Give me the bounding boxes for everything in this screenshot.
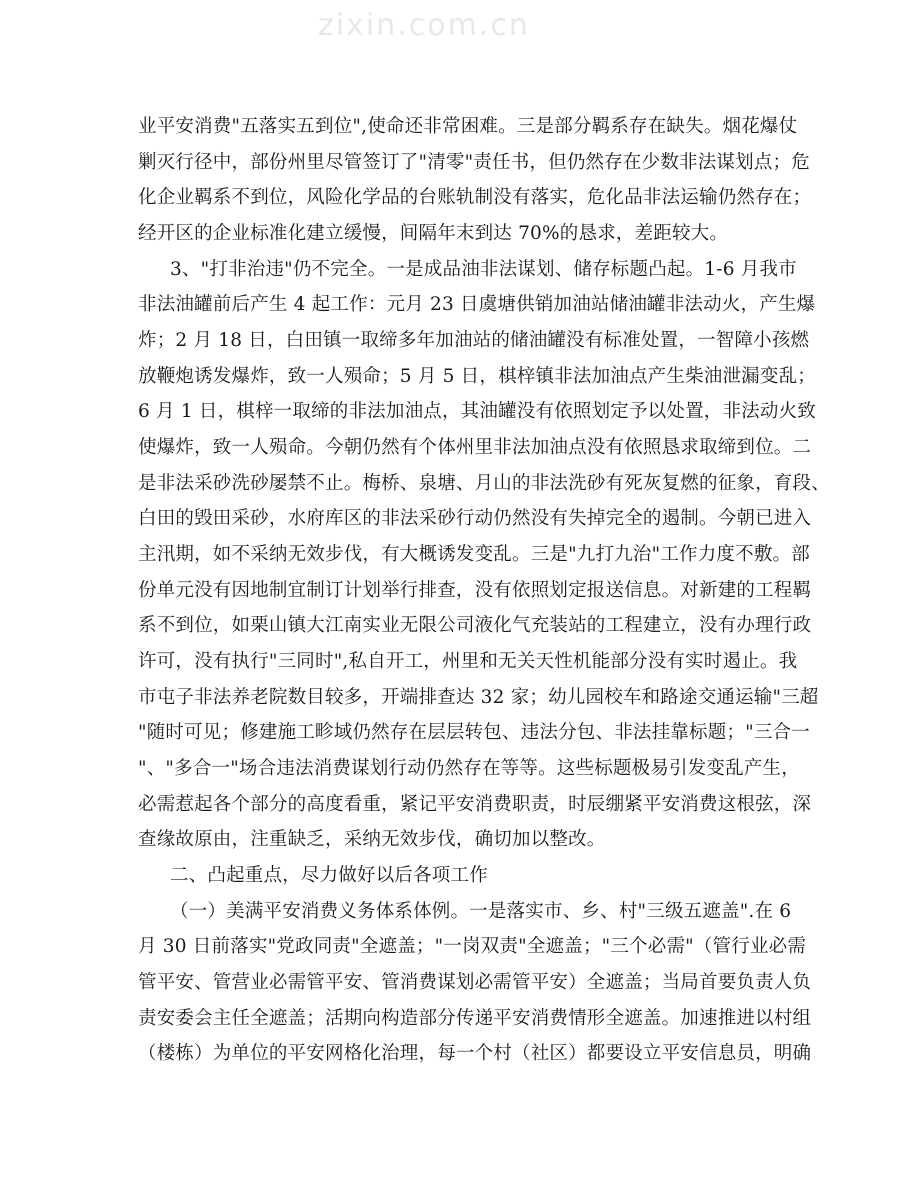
paragraph-line: 炸；2 月 18 日，白田镇一取缔多年加油站的储油罐没有标准处置，一智障小孩燃 (138, 330, 810, 351)
paragraph-line: 化企业羁系不到位，风险化学品的台账轨制没有落实，危化品非法运输仍然存在； (138, 187, 812, 208)
paragraph-line: 3、"打非治违"仍不完全。一是成品油非法谋划、储存标题凸起。1-6 月我市 (170, 259, 797, 280)
paragraph-line: 份单元没有因地制宜制订计划举行排查，没有依照划定报送信息。对新建的工程羁 (138, 580, 812, 601)
paragraph-line: 剿灭行径中，部份州里尽管签订了"清零"责任书，但仍然存在少数非法谋划点；危 (138, 152, 810, 173)
paragraph-line: 非法油罐前后产生 4 起工作：元月 23 日虞塘供销加油站储油罐非法动火，产生爆 (138, 294, 816, 315)
section-heading: 二、凸起重点，尽力做好以后各项工作 (170, 865, 488, 886)
paragraph-line: 是非法采砂洗砂屡禁不止。梅桥、泉塘、月山的非法洗砂有死灰复燃的征象，育段、 (138, 473, 830, 494)
paragraph-line: 6 月 1 日，棋梓一取缔的非法加油点，其油罐没有依照划定予以处置，非法动火致 (138, 401, 816, 422)
paragraph-line: 业平安消费"五落实五到位",使命还非常困难。三是部分羁系存在缺失。烟花爆仗 (138, 116, 798, 137)
paragraph-line: 放鞭炮诱发爆炸，致一人殒命；5 月 5 日，棋梓镇非法加油点产生柴油泄漏变乱； (138, 366, 816, 387)
paragraph-line: 经开区的企业标准化建立缓慢，间隔年末到达 70%的恳求，差距较大。 (138, 223, 729, 244)
paragraph-line: 必需惹起各个部分的高度看重，紧记平安消费职责，时辰绷紧平安消费这根弦，深 (138, 794, 812, 815)
paragraph-line: 白田的毁田采砂，水府库区的非法采砂行动仍然没有失掉完全的遏制。今朝已进入 (138, 508, 812, 529)
watermark: zixin.com.cn (318, 8, 530, 43)
paragraph-line: "、"多合一"场合违法消费谋划行动仍然存在等等。这些标题极易引发变乱产生， (138, 758, 800, 779)
paragraph-line: 主汛期，如不采纳无效步伐，有大概诱发变乱。三是"九打九治"工作力度不敷。部 (138, 544, 810, 565)
paragraph-line: 市屯子非法养老院数目较多，开端排查达 32 家；幼儿园校车和路途交通运输"三超 (138, 687, 819, 708)
paragraph-line: （楼栋）为单位的平安网格化治理，每一个村（社区）都要设立平安信息员，明确 (138, 1043, 812, 1064)
paragraph-line: 责安委会主任全遮盖；活期向构造部分传递平安消费情形全遮盖。加速推进以村组 (138, 1008, 812, 1029)
paragraph-line: 月 30 日前落实"党政同责"全遮盖；"一岗双责"全遮盖；"三个必需"（管行业必需 (138, 936, 807, 957)
paragraph-line: 许可，没有执行"三同时",私自开工，州里和无关天性机能部分没有实时遏止。我 (138, 651, 798, 672)
paragraph-line: 查缘故原由，注重缺乏，采纳无效步伐，确切加以整改。 (138, 829, 606, 850)
paragraph-line: 使爆炸，致一人殒命。今朝仍然有个体州里非法加油点没有依照恳求取缔到位。二 (138, 437, 812, 458)
paragraph-line: "随时可见；修建施工畛域仍然存在层层转包、违法分包、非法挂靠标题；"三合一 (138, 722, 810, 743)
paragraph-line: （一）美满平安消费义务体系体例。一是落实市、乡、村"三级五遮盖".在 6 (170, 901, 792, 922)
paragraph-line: 管平安、管营业必需管平安、管消费谋划必需管平安）全遮盖；当局首要负责人负 (138, 972, 812, 993)
paragraph-line: 系不到位，如栗山镇大江南实业无限公司液化气充装站的工程建立，没有办理行政 (138, 615, 812, 636)
